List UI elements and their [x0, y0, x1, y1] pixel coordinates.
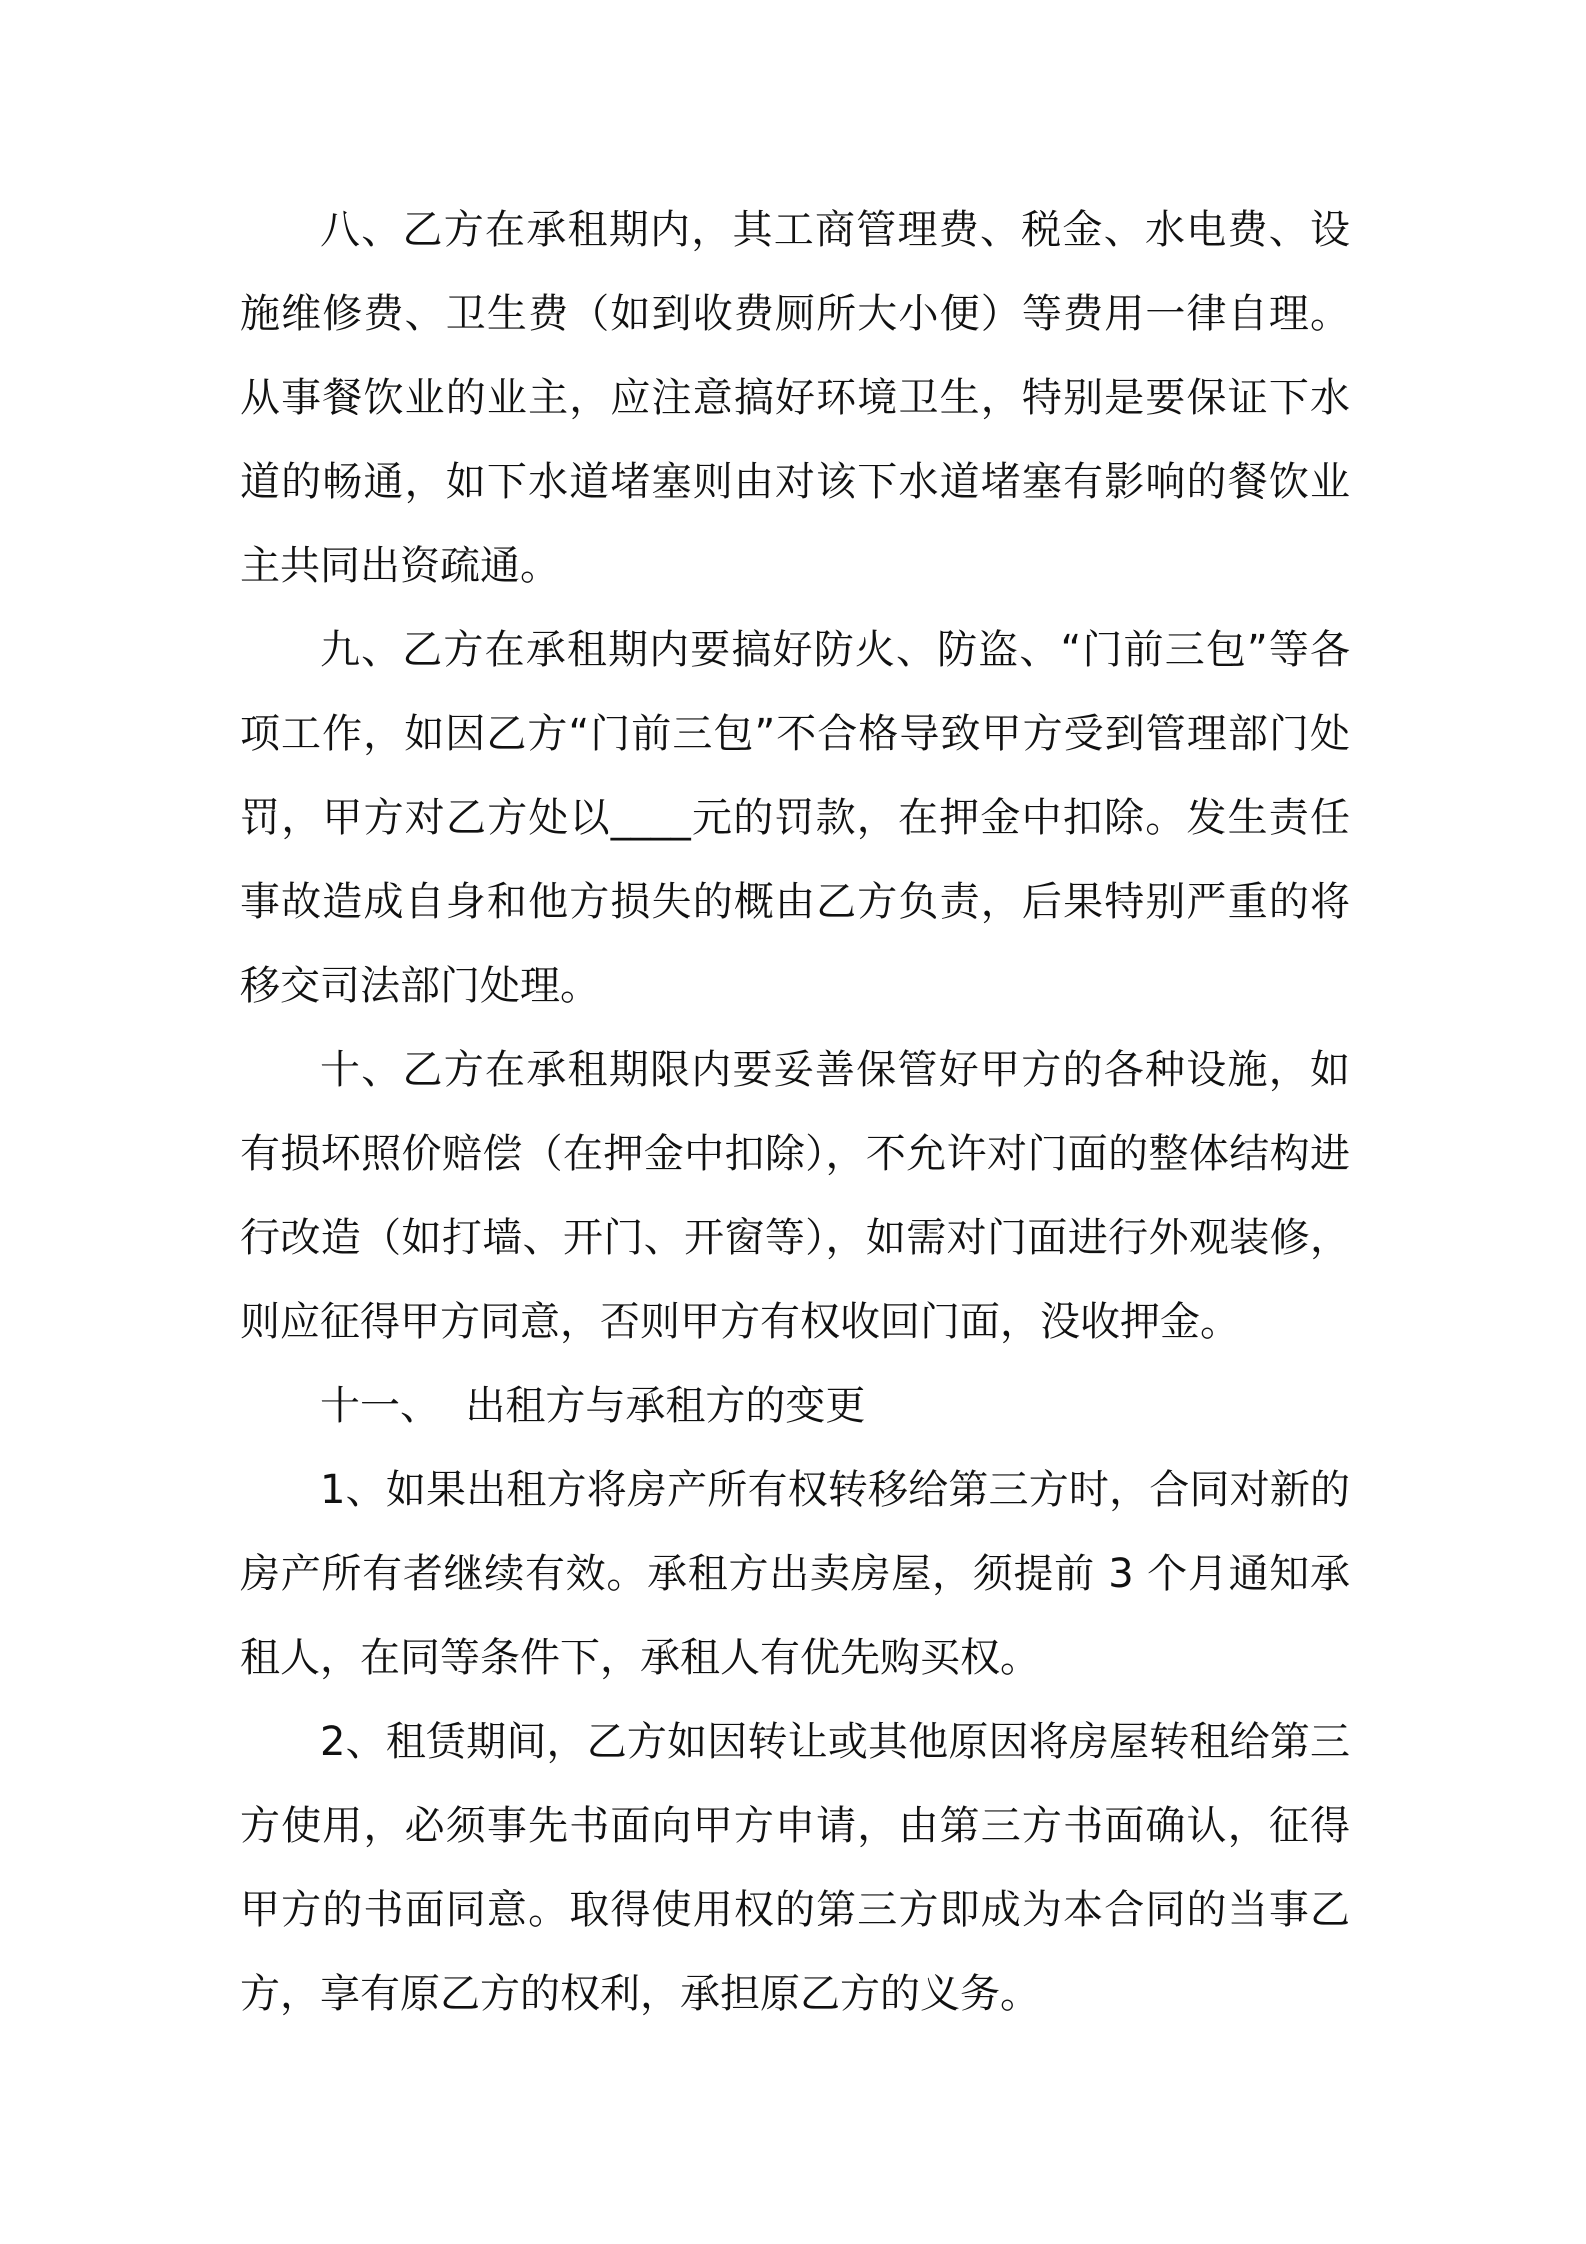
clause-11-item-2-paragraph: 2、租赁期间，乙方如因转让或其他原因将房屋转租给第三方使用，必须事先书面向甲方申请，由第三方书面确认，征得甲方的书面同意。取得使用权的第三方即成为本合同的当事乙方，享有原乙方的权利，承担原乙方的义务。: [240, 1719, 1350, 2017]
clause-11-heading: 十一、 出租方与承租方的变更: [320, 1383, 866, 1429]
clause-9-paragraph: 九、乙方在承租期内要搞好防火、防盗、“门前三包”等各项工作，如因乙方“门前三包”不合格导致甲方受到管理部门处罚，甲方对乙方处以____元的罚款，在押金中扣除。发生责任事故造成自身和他方损失的概由乙方负责，后果特别严重的将移交司法部门处理。: [240, 627, 1350, 1009]
clause-10-paragraph: 十、乙方在承租期限内要妥善保管好甲方的各种设施，如有损坏照价赔偿（在押金中扣除），不允许对门面的整体结构进行改造（如打墙、开门、开窗等），如需对门面进行外观装修，则应征得甲方同意，否则甲方有权收回门面，没收押金。: [240, 1047, 1350, 1345]
clause-8-paragraph: 八、乙方在承租期内，其工商管理费、税金、水电费、设施维修费、卫生费（如到收费厕所大小便）等费用一律自理。从事餐饮业的业主，应注意搞好环境卫生，特别是要保证下水道的畅通，如下水道堵塞则由对该下水道堵塞有影响的餐饮业主共同出资疏通。: [240, 207, 1350, 589]
document-body: [240, 188, 1350, 2036]
clause-11-item-1-paragraph: 1、如果出租方将房产所有权转移给第三方时，合同对新的房产所有者继续有效。承租方出卖房屋，须提前 3 个月通知承租人，在同等条件下，承租人有优先购买权。: [240, 1467, 1350, 1681]
